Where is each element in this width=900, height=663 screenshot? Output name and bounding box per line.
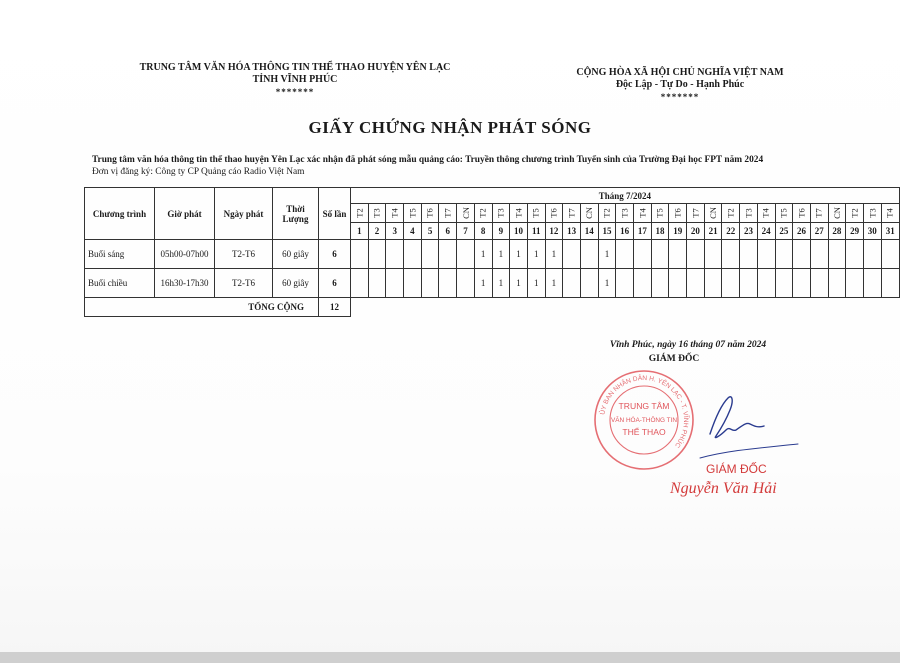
broadcast-schedule-table xyxy=(84,187,900,317)
total-row-empty xyxy=(580,298,598,317)
broadcast-mark-cell: 1 xyxy=(527,240,545,269)
total-row-empty xyxy=(421,298,439,317)
day-number-cell: 4 xyxy=(404,223,422,240)
day-name-text: T4 xyxy=(761,208,772,218)
total-row-empty xyxy=(439,298,457,317)
time-cell: 05h00-07h00 xyxy=(155,240,215,269)
day-name-cell xyxy=(704,204,722,223)
broadcast-mark-cell xyxy=(368,269,386,298)
day-name-cell xyxy=(386,204,404,223)
total-row-empty xyxy=(386,298,404,317)
day-name-text: T4 xyxy=(389,208,400,218)
handwritten-signature xyxy=(680,392,800,462)
broadcast-mark-cell xyxy=(793,240,811,269)
signature-date: Vĩnh Phúc, ngày 16 tháng 07 năm 2024 xyxy=(609,340,767,350)
total-row-empty xyxy=(616,298,634,317)
day-number-cell: 26 xyxy=(793,223,811,240)
table-row xyxy=(85,269,900,298)
day-name-text: T6 xyxy=(796,208,807,218)
intro-text xyxy=(92,154,872,178)
national-title: CỘNG HÒA XÃ HỘI CHỦ NGHĨA VIỆT NAM xyxy=(576,67,784,78)
broadcast-mark-cell xyxy=(740,269,758,298)
stamp-line-2: VĂN HÓA-THÔNG TIN xyxy=(611,417,677,424)
broadcast-mark-cell xyxy=(863,240,881,269)
day-name-cell xyxy=(474,204,492,223)
broadcast-mark-cell xyxy=(404,240,422,269)
intro-line-2: Đơn vị đăng ký: Công ty CP Quảng cáo Radio Việt Nam xyxy=(92,167,305,177)
count-cell: 6 xyxy=(319,240,351,269)
broadcast-mark-cell xyxy=(740,240,758,269)
total-row-empty xyxy=(634,298,652,317)
broadcast-mark-cell: 1 xyxy=(510,240,528,269)
broadcast-mark-cell xyxy=(563,240,581,269)
day-name-cell xyxy=(404,204,422,223)
day-number-cell: 19 xyxy=(669,223,687,240)
broadcast-mark-cell xyxy=(368,240,386,269)
total-row xyxy=(85,298,900,317)
broadcast-mark-cell xyxy=(722,240,740,269)
day-name-cell xyxy=(757,204,775,223)
broadcast-mark-cell: 1 xyxy=(545,240,563,269)
days-cell: T2-T6 xyxy=(215,240,273,269)
broadcast-mark-cell xyxy=(810,240,828,269)
day-name-cell xyxy=(863,204,881,223)
stamp-line-1: TRUNG TÂM xyxy=(618,401,670,411)
day-name-cell xyxy=(775,204,793,223)
duration-cell: 60 giây xyxy=(273,269,319,298)
day-name-text: T4 xyxy=(637,208,648,218)
day-number-cell: 30 xyxy=(863,223,881,240)
day-name-text: T2 xyxy=(354,208,365,218)
day-name-text: T5 xyxy=(531,208,542,218)
day-number-cell: 10 xyxy=(510,223,528,240)
broadcast-mark-cell xyxy=(616,269,634,298)
day-name-text: T3 xyxy=(495,208,506,218)
day-name-text: T5 xyxy=(407,208,418,218)
day-name-cell xyxy=(651,204,669,223)
total-row-empty xyxy=(474,298,492,317)
national-header xyxy=(560,67,800,103)
broadcast-mark-cell: 1 xyxy=(545,269,563,298)
day-name-cell xyxy=(457,204,475,223)
day-name-cell xyxy=(687,204,705,223)
day-name-text: T7 xyxy=(566,208,577,218)
day-name-text: CN xyxy=(708,207,719,219)
day-number-cell: 28 xyxy=(828,223,846,240)
broadcast-mark-cell xyxy=(810,269,828,298)
total-row-empty xyxy=(775,298,793,317)
day-name-text: T3 xyxy=(743,208,754,218)
national-motto: Độc Lập - Tự Do - Hạnh Phúc xyxy=(615,79,745,90)
day-number-cell: 14 xyxy=(580,223,598,240)
day-number-cell: 17 xyxy=(634,223,652,240)
broadcast-mark-cell xyxy=(722,269,740,298)
day-number-cell: 21 xyxy=(704,223,722,240)
day-name-cell xyxy=(351,204,369,223)
header-time: Giờ phát xyxy=(155,188,215,240)
broadcast-mark-cell xyxy=(563,269,581,298)
total-row-empty xyxy=(457,298,475,317)
day-number-cell: 20 xyxy=(687,223,705,240)
day-name-text: T5 xyxy=(655,208,666,218)
broadcast-mark-cell xyxy=(828,269,846,298)
total-row-empty xyxy=(740,298,758,317)
document-title: GIẤY CHỨNG NHẬN PHÁT SÓNG xyxy=(308,118,592,137)
day-name-cell xyxy=(598,204,616,223)
broadcast-mark-cell xyxy=(634,240,652,269)
national-stars: ******* xyxy=(660,92,700,102)
stamp-ring-text: ỦY BAN NHÂN DÂN H. YÊN LẠC - T. VĨNH PHÚC xyxy=(599,374,690,449)
day-number-cell: 24 xyxy=(757,223,775,240)
broadcast-mark-cell xyxy=(669,269,687,298)
total-row-empty xyxy=(351,298,369,317)
broadcast-mark-cell xyxy=(421,240,439,269)
total-row-empty xyxy=(545,298,563,317)
count-cell: 6 xyxy=(319,269,351,298)
broadcast-mark-cell xyxy=(704,269,722,298)
broadcast-mark-cell xyxy=(351,240,369,269)
broadcast-mark-cell xyxy=(386,269,404,298)
day-number-cell: 31 xyxy=(881,223,899,240)
day-number-cell: 18 xyxy=(651,223,669,240)
day-name-text: T7 xyxy=(814,208,825,218)
day-number-cell: 5 xyxy=(421,223,439,240)
day-name-text: T3 xyxy=(372,208,383,218)
total-row-empty xyxy=(846,298,864,317)
day-name-text: T6 xyxy=(672,208,683,218)
day-number-cell: 9 xyxy=(492,223,510,240)
day-name-cell xyxy=(828,204,846,223)
total-row-empty xyxy=(793,298,811,317)
program-cell: Buổi sáng xyxy=(85,240,155,269)
total-row-empty xyxy=(810,298,828,317)
day-name-text: CN xyxy=(584,207,595,219)
program-cell: Buổi chiều xyxy=(85,269,155,298)
day-number-cell: 13 xyxy=(563,223,581,240)
broadcast-mark-cell xyxy=(687,240,705,269)
total-row-empty xyxy=(492,298,510,317)
broadcast-mark-cell: 1 xyxy=(598,269,616,298)
day-name-cell xyxy=(368,204,386,223)
signature-title: GIÁM ĐỐC xyxy=(648,354,700,364)
day-number-cell: 1 xyxy=(351,223,369,240)
day-number-cell: 23 xyxy=(740,223,758,240)
header-duration-line2: Lượng xyxy=(282,213,309,224)
day-name-text: T7 xyxy=(442,208,453,218)
issuer-header xyxy=(110,62,480,98)
day-name-cell xyxy=(634,204,652,223)
day-name-text: CN xyxy=(460,207,471,219)
day-name-cell xyxy=(616,204,634,223)
broadcast-mark-cell xyxy=(386,240,404,269)
broadcast-mark-cell xyxy=(439,269,457,298)
scan-bottom-edge xyxy=(0,652,900,663)
day-name-text: T3 xyxy=(867,208,878,218)
broadcast-mark-cell xyxy=(687,269,705,298)
day-name-cell xyxy=(669,204,687,223)
broadcast-mark-cell xyxy=(421,269,439,298)
broadcast-mark-cell xyxy=(846,240,864,269)
header-program: Chương trình xyxy=(85,188,155,240)
total-row-empty xyxy=(651,298,669,317)
day-name-cell xyxy=(580,204,598,223)
day-number-cell: 11 xyxy=(527,223,545,240)
day-name-text: T3 xyxy=(619,208,630,218)
total-value: 12 xyxy=(319,298,351,317)
broadcast-mark-cell xyxy=(457,240,475,269)
day-name-cell xyxy=(740,204,758,223)
broadcast-mark-cell xyxy=(828,240,846,269)
day-name-cell xyxy=(510,204,528,223)
total-row-empty xyxy=(881,298,899,317)
total-row-empty xyxy=(598,298,616,317)
broadcast-mark-cell: 1 xyxy=(492,269,510,298)
broadcast-mark-cell xyxy=(881,269,899,298)
total-row-empty xyxy=(669,298,687,317)
day-name-text: T2 xyxy=(601,208,612,218)
total-row-empty xyxy=(687,298,705,317)
broadcast-mark-cell xyxy=(669,240,687,269)
day-name-cell xyxy=(492,204,510,223)
total-row-empty xyxy=(368,298,386,317)
header-duration xyxy=(273,188,319,240)
broadcast-mark-cell: 1 xyxy=(598,240,616,269)
time-cell: 16h30-17h30 xyxy=(155,269,215,298)
broadcast-mark-cell: 1 xyxy=(474,240,492,269)
day-name-text: T6 xyxy=(548,208,559,218)
day-number-cell: 16 xyxy=(616,223,634,240)
total-row-empty xyxy=(510,298,528,317)
day-name-text: T6 xyxy=(425,208,436,218)
total-row-empty xyxy=(757,298,775,317)
table-row xyxy=(85,240,900,269)
broadcast-mark-cell xyxy=(863,269,881,298)
day-name-cell xyxy=(439,204,457,223)
total-label: TỔNG CỘNG xyxy=(85,298,319,317)
day-name-text: T4 xyxy=(885,208,896,218)
broadcast-mark-cell xyxy=(846,269,864,298)
day-name-cell xyxy=(881,204,899,223)
day-name-text: CN xyxy=(831,207,842,219)
duration-cell: 60 giây xyxy=(273,240,319,269)
broadcast-mark-cell xyxy=(616,240,634,269)
day-name-text: T2 xyxy=(725,208,736,218)
day-name-cell xyxy=(421,204,439,223)
header-days: Ngày phát xyxy=(215,188,273,240)
day-number-cell: 7 xyxy=(457,223,475,240)
day-name-cell xyxy=(722,204,740,223)
total-row-empty xyxy=(704,298,722,317)
broadcast-mark-cell xyxy=(757,269,775,298)
broadcast-mark-cell xyxy=(351,269,369,298)
day-number-cell: 8 xyxy=(474,223,492,240)
day-name-cell xyxy=(545,204,563,223)
day-number-cell: 6 xyxy=(439,223,457,240)
broadcast-mark-cell xyxy=(757,240,775,269)
issuer-name: TRUNG TÂM VĂN HÓA THÔNG TIN THỂ THAO HUYỆN YÊN LẠC xyxy=(139,62,451,73)
day-name-text: T5 xyxy=(778,208,789,218)
broadcast-mark-cell xyxy=(634,269,652,298)
broadcast-mark-cell xyxy=(457,269,475,298)
broadcast-mark-cell xyxy=(651,240,669,269)
broadcast-mark-cell: 1 xyxy=(474,269,492,298)
broadcast-mark-cell xyxy=(404,269,422,298)
day-name-text: T4 xyxy=(513,208,524,218)
day-name-cell xyxy=(793,204,811,223)
day-number-cell: 25 xyxy=(775,223,793,240)
broadcast-mark-cell xyxy=(793,269,811,298)
signer-role: GIÁM ĐỐC xyxy=(706,462,767,476)
total-row-empty xyxy=(404,298,422,317)
day-name-cell xyxy=(527,204,545,223)
header-count: Số lần xyxy=(319,188,351,240)
broadcast-mark-cell xyxy=(704,240,722,269)
broadcast-mark-cell: 1 xyxy=(527,269,545,298)
issuer-stars: ******* xyxy=(275,87,315,97)
days-cell: T2-T6 xyxy=(215,269,273,298)
signer-name: Nguyễn Văn Hải xyxy=(670,480,777,497)
day-number-cell: 27 xyxy=(810,223,828,240)
day-name-cell xyxy=(846,204,864,223)
total-row-empty xyxy=(863,298,881,317)
day-number-cell: 2 xyxy=(368,223,386,240)
total-row-empty xyxy=(563,298,581,317)
broadcast-mark-cell xyxy=(580,269,598,298)
broadcast-mark-cell xyxy=(651,269,669,298)
stamp-line-3: THỂ THAO xyxy=(622,427,666,437)
broadcast-mark-cell xyxy=(580,240,598,269)
day-number-cell: 22 xyxy=(722,223,740,240)
intro-line-1: Trung tâm văn hóa thông tin thể thao huyện Yên Lạc xác nhận đã phát sóng mẫu quảng cáo: Truyền thông chương trình Tuyển sinh của Trường Đại học FPT năm 2024 xyxy=(92,155,764,165)
broadcast-mark-cell xyxy=(775,240,793,269)
broadcast-mark-cell xyxy=(775,269,793,298)
day-number-cell: 3 xyxy=(386,223,404,240)
day-name-text: T2 xyxy=(478,208,489,218)
issuer-province: TỈNH VĨNH PHÚC xyxy=(252,74,338,85)
total-row-empty xyxy=(722,298,740,317)
broadcast-mark-cell: 1 xyxy=(510,269,528,298)
day-name-text: T2 xyxy=(849,208,860,218)
day-number-cell: 29 xyxy=(846,223,864,240)
broadcast-mark-cell xyxy=(439,240,457,269)
header-month: Tháng 7/2024 xyxy=(351,188,900,204)
table-header-row xyxy=(85,188,900,204)
day-name-cell xyxy=(810,204,828,223)
header-duration-line1: Thời xyxy=(286,203,305,214)
day-number-cell: 12 xyxy=(545,223,563,240)
day-name-text: T7 xyxy=(690,208,701,218)
broadcast-mark-cell xyxy=(881,240,899,269)
total-row-empty xyxy=(828,298,846,317)
broadcast-mark-cell: 1 xyxy=(492,240,510,269)
day-name-cell xyxy=(563,204,581,223)
day-number-cell: 15 xyxy=(598,223,616,240)
total-row-empty xyxy=(527,298,545,317)
